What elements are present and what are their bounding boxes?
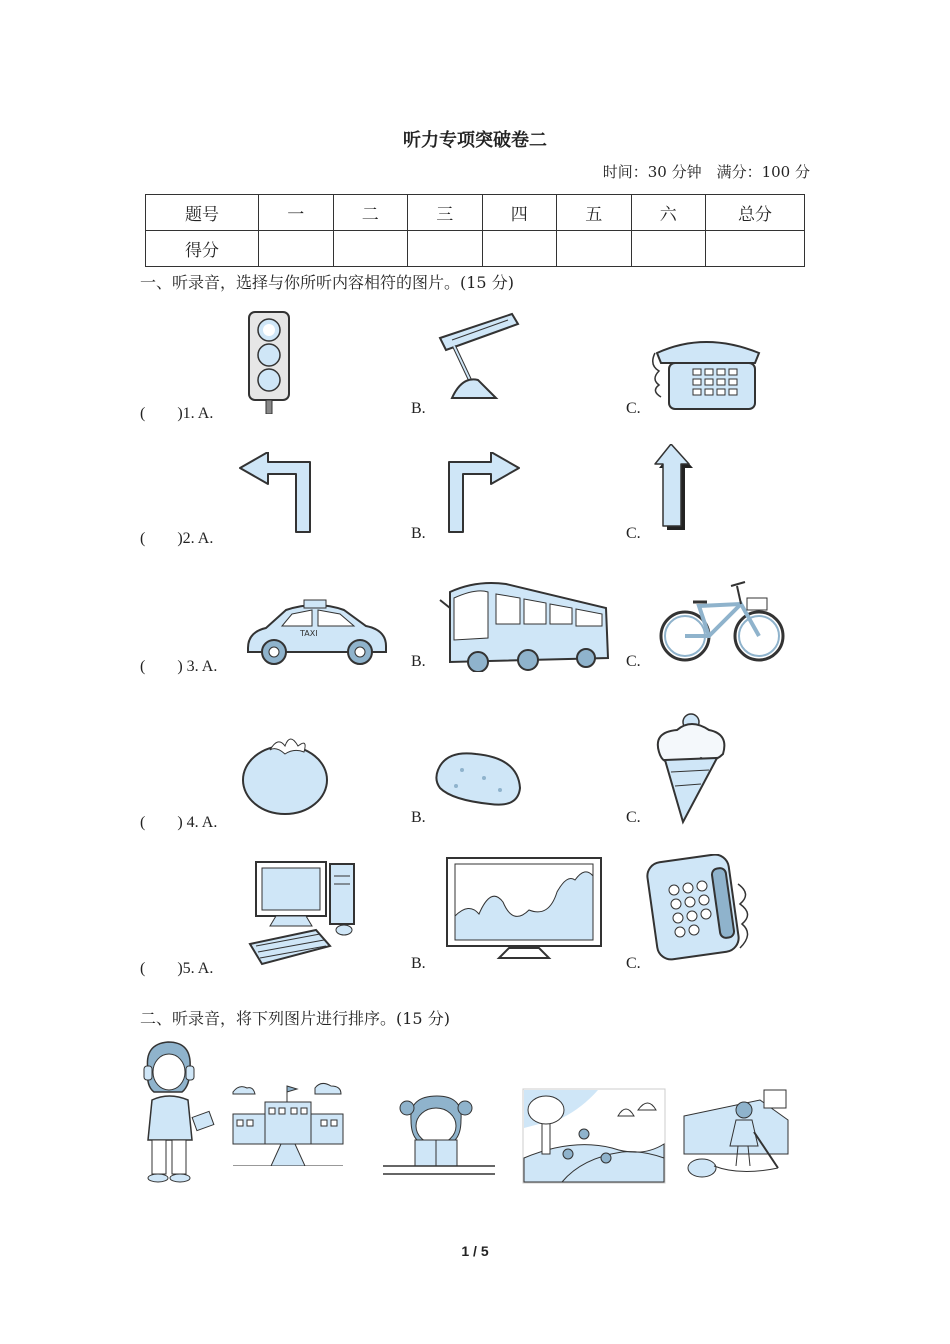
score-input-cell[interactable] (482, 231, 557, 267)
q4-option-b: B. (411, 809, 426, 826)
q5-label: ( )5. A. (140, 960, 214, 977)
q3-option-b: B. (411, 653, 426, 670)
q4-label: ( ) 4. A. (140, 814, 218, 831)
score-table-row (146, 231, 805, 267)
q2-label: ( )2. A. (140, 530, 214, 547)
score-input-cell[interactable] (408, 231, 483, 267)
park-scene-icon (522, 1088, 666, 1184)
phone-icon (646, 854, 758, 962)
telephone-icon (647, 335, 765, 413)
q3-label: ( ) 3. A. (140, 658, 218, 675)
score-input-cell[interactable] (333, 231, 408, 267)
score-header-cell: 三 (408, 195, 483, 231)
taxi-text: TAXI (300, 629, 318, 638)
score-input-cell[interactable] (259, 231, 334, 267)
score-table-header-row (146, 195, 805, 231)
q5-option-b: B. (411, 955, 426, 972)
go-straight-arrow-icon (651, 444, 697, 536)
q2-option-c: C. (626, 525, 641, 542)
traffic-light-icon (245, 310, 295, 414)
section1-heading: 一、听录音，选择与你所听内容相符的图片。(15 分) (140, 273, 514, 292)
score-header-cell: 总分 (706, 195, 805, 231)
score-header-cell: 六 (631, 195, 706, 231)
tv-icon (445, 856, 603, 962)
computer-icon (246, 860, 358, 968)
score-header-cell: 五 (557, 195, 632, 231)
score-header-cell: 四 (482, 195, 557, 231)
score-header-cell: 二 (333, 195, 408, 231)
school-building-icon (231, 1080, 345, 1166)
potato-icon (432, 748, 524, 810)
score-header-cell: 题号 (146, 195, 259, 231)
girl-reading-icon (381, 1090, 497, 1178)
taxi-icon (244, 596, 390, 666)
score-input-cell[interactable] (706, 231, 805, 267)
bus-icon (436, 578, 612, 672)
score-row-label: 得分 (146, 231, 259, 267)
tomato-icon (240, 730, 330, 816)
q1-option-b: B. (411, 400, 426, 417)
score-input-cell[interactable] (557, 231, 632, 267)
q5-option-c: C. (626, 955, 641, 972)
page-number: 1 / 5 (461, 1243, 489, 1259)
q3-option-c: C. (626, 653, 641, 670)
ice-cream-icon (653, 712, 727, 826)
q1-label: ( )1. A. (140, 405, 214, 422)
girl-cleaning-icon (680, 1086, 792, 1182)
q1-option-c: C. (626, 400, 641, 417)
score-header-cell: 一 (259, 195, 334, 231)
desk-lamp-icon (432, 310, 522, 406)
score-table (145, 194, 805, 267)
page-title: 听力专项突破卷二 (403, 130, 547, 151)
score-input-cell[interactable] (631, 231, 706, 267)
girl-listening-music-icon (134, 1040, 220, 1184)
q4-option-c: C. (626, 809, 641, 826)
q2-option-b: B. (411, 525, 426, 542)
turn-left-arrow-icon (238, 452, 316, 536)
bike-icon (657, 578, 787, 664)
turn-right-arrow-icon (443, 452, 521, 536)
section2-heading: 二、听录音，将下列图片进行排序。(15 分) (140, 1009, 450, 1028)
exam-meta: 时间：30 分钟 满分：100 分 (602, 163, 810, 181)
